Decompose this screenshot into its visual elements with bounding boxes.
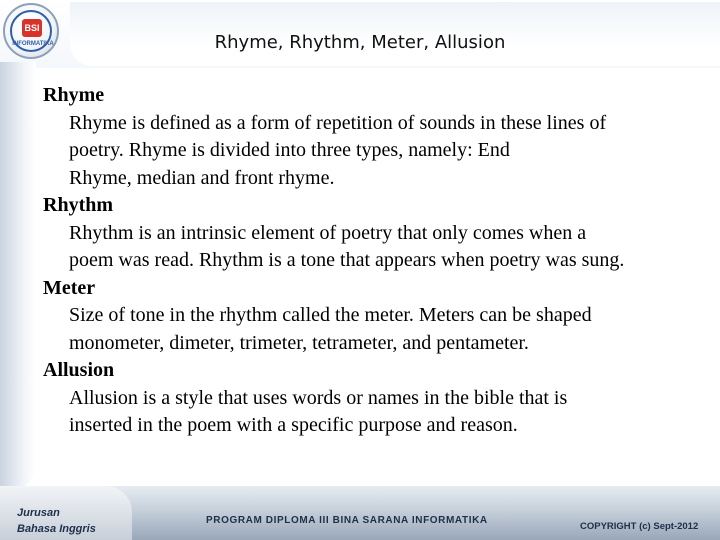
section-heading: Meter	[43, 276, 96, 299]
section-meter	[43, 275, 703, 358]
footer-program: PROGRAM DIPLOMA III BINA SARANA INFORMATIKA	[206, 515, 488, 526]
section-body	[69, 385, 703, 440]
body-line: Rhyme, median and front rhyme.	[69, 166, 335, 189]
section-heading: Allusion	[43, 359, 115, 381]
body-line: inserted in the poem with a specific purpose and reason.	[69, 414, 518, 436]
section-body	[69, 302, 703, 357]
body-line: Rhyme is defined as a form of repetition of sounds in these lines of	[69, 111, 607, 134]
body-line: Rhythm is an intrinsic element of poetry that only comes when a	[69, 221, 587, 244]
footer-department-line1: Jurusan	[17, 507, 60, 519]
body-line: Size of tone in the rhythm called the meter. Meters can be shaped	[69, 304, 592, 326]
section-rhythm	[43, 192, 703, 275]
left-frame	[0, 62, 36, 492]
section-body	[69, 110, 703, 193]
section-heading: Rhythm	[43, 194, 114, 216]
slide-content	[43, 82, 703, 440]
body-line: poetry. Rhyme is divided into three types, namely: End	[69, 139, 510, 161]
body-line: monometer, dimeter, trimeter, tetrameter, and pentameter.	[69, 331, 529, 354]
body-line: Allusion is a style that uses words or names in the bible that is	[69, 386, 568, 409]
section-rhyme	[43, 82, 703, 192]
section-allusion	[43, 357, 703, 440]
bsi-logo	[3, 3, 59, 59]
logo-mark: BSI	[22, 19, 42, 37]
body-line: poem was read. Rhythm is a tone that appears when poetry was sung.	[69, 249, 625, 271]
footer-copyright: COPYRIGHT (c) Sept-2012	[580, 521, 699, 532]
logo-caption: INFORMATIKA	[12, 41, 54, 47]
section-heading: Rhyme	[43, 84, 105, 106]
footer-department	[17, 505, 96, 537]
section-body	[69, 220, 703, 275]
slide-title: Rhyme, Rhythm, Meter, Allusion	[214, 32, 506, 53]
footer-department-line2: Bahasa Inggris	[17, 523, 96, 535]
